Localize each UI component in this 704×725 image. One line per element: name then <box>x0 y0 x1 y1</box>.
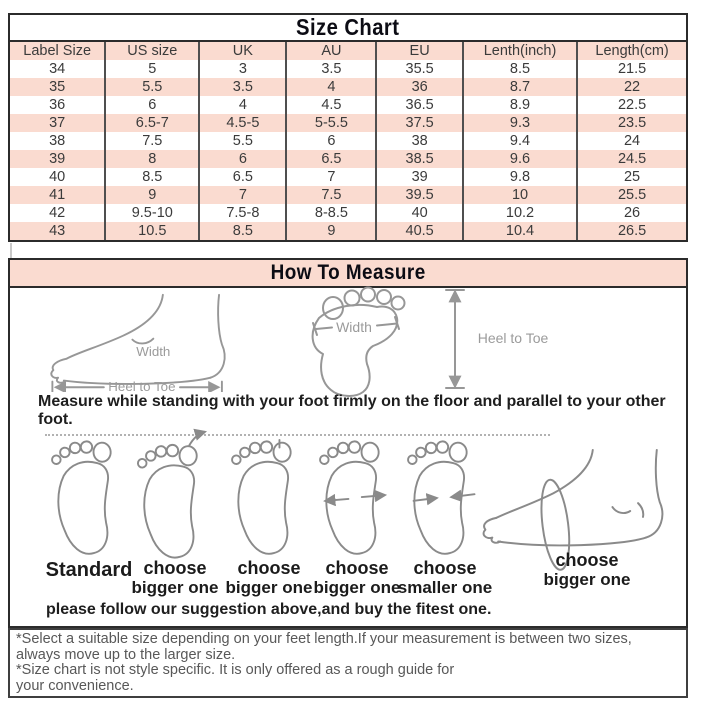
table-cell: 8.5 <box>199 222 286 240</box>
table-row <box>10 222 686 240</box>
table-cell: 38 <box>376 132 463 150</box>
figure-label-smaller <box>395 558 495 598</box>
table-cell: 8.9 <box>463 96 577 114</box>
table-cell: 5-5.5 <box>286 114 376 132</box>
table-cell: 26.5 <box>577 222 686 240</box>
table-cell: 7.5 <box>105 132 199 150</box>
top-width-label: Width <box>336 319 372 335</box>
table-cell: 3 <box>199 60 286 78</box>
figure-label-bigger-1 <box>125 558 225 598</box>
table-cell: 26 <box>577 204 686 222</box>
footnotes-section <box>8 628 688 698</box>
table-cell: 7.5 <box>286 186 376 204</box>
footnote-line: your convenience. <box>16 677 134 694</box>
table-cell: 43 <box>49 223 66 239</box>
size-chart-title <box>10 15 686 42</box>
table-cell: 6 <box>199 150 286 168</box>
table-cell: 41 <box>49 187 66 203</box>
side-heel-to-toe-label: Heel to Toe <box>108 379 176 392</box>
table-cell: 9 <box>286 222 376 240</box>
size-chart-table <box>10 42 686 240</box>
figure-label-standard <box>39 560 139 580</box>
table-cell: 8.5 <box>463 60 577 78</box>
table-cell: 24.5 <box>577 150 686 168</box>
column-header: AU <box>286 42 376 60</box>
figure-label-line2: smaller one <box>397 578 493 597</box>
footnote-line: *Select a suitable size depending on your feet length.If your measurement is between two sizes, <box>16 631 632 647</box>
table-cell: 22 <box>577 78 686 96</box>
table-cell: 6.5 <box>286 150 376 168</box>
footnote-line: *Size chart is not style specific. It is only offered as a rough guide for <box>16 662 455 678</box>
table-cell: 35 <box>49 79 66 95</box>
footnote-line: always move up to the larger size. <box>16 646 236 663</box>
table-cell: 38.5 <box>376 150 463 168</box>
table-cell: 39 <box>49 151 66 167</box>
footprint-long-toe <box>132 430 218 558</box>
table-cell: 5 <box>105 60 199 78</box>
column-header: Label Size <box>23 43 92 59</box>
column-header: Lenth(inch) <box>463 42 577 60</box>
top-heel-to-toe-label: Heel to Toe <box>477 330 549 346</box>
figure-label-line2: bigger one <box>225 578 313 597</box>
how-to-measure-title-text: How To Measure <box>270 261 426 284</box>
measure-instruction: Measure while standing with your foot firmly on the floor and parallel to your other foot. <box>38 393 666 428</box>
table-cell: 39.5 <box>376 186 463 204</box>
table-cell: 7 <box>199 186 286 204</box>
table-row <box>10 204 686 222</box>
table-cell: 40.5 <box>376 222 463 240</box>
figure-label-line1: choose <box>325 558 389 578</box>
table-cell: 7.5-8 <box>199 204 286 222</box>
side-width-label: Width <box>136 343 171 359</box>
table-cell: 25.5 <box>577 186 686 204</box>
table-row <box>10 114 686 132</box>
table-row <box>10 60 686 78</box>
table-cell: 23.5 <box>577 114 686 132</box>
table-cell: 36 <box>376 78 463 96</box>
figure-label-line2: bigger one <box>131 578 219 597</box>
table-cell: 40 <box>49 169 66 185</box>
table-row <box>10 78 686 96</box>
table-cell: 24 <box>577 132 686 150</box>
table-cell: 42 <box>49 205 66 221</box>
footprint-toe-at-line <box>226 438 312 558</box>
table-cell: 6.5 <box>199 168 286 186</box>
figure-label-line1: choose <box>237 558 301 578</box>
table-cell: 10.4 <box>463 222 577 240</box>
table-cell: 37.5 <box>376 114 463 132</box>
size-chart-section <box>8 13 688 242</box>
table-cell: 36 <box>49 97 66 113</box>
figure-label-line2: bigger one <box>543 570 631 589</box>
table-cell: 37 <box>49 115 66 131</box>
header-row <box>10 42 686 60</box>
table-cell: 6 <box>286 132 376 150</box>
table-cell: 8.7 <box>463 78 577 96</box>
table-cell: 5.5 <box>105 78 199 96</box>
table-cell: 5.5 <box>199 132 286 150</box>
footprint-standard <box>46 438 132 558</box>
table-cell: 10.5 <box>105 222 199 240</box>
figure-label-line1: choose <box>143 558 207 578</box>
table-cell: 22.5 <box>577 96 686 114</box>
table-cell: 34 <box>49 61 66 77</box>
column-header: Length(cm) <box>577 42 686 60</box>
table-cell: 8 <box>105 150 199 168</box>
top-footprint-measure-diagram <box>295 282 595 400</box>
figure-label-bigger-3 <box>307 558 407 598</box>
column-header: UK <box>199 42 286 60</box>
table-cell: 38 <box>49 133 66 149</box>
figure-label-bigger-4 <box>537 550 637 590</box>
table-cell: 8.5 <box>105 168 199 186</box>
size-chart-title-text: Size Chart <box>296 14 400 40</box>
table-cell: 39 <box>376 168 463 186</box>
table-cell: 10 <box>463 186 577 204</box>
table-cell: 6 <box>105 96 199 114</box>
follow-suggestion-note: please follow our suggestion above,and buy the fitest one. <box>46 601 492 618</box>
table-cell: 3.5 <box>199 78 286 96</box>
table-cell: 21.5 <box>577 60 686 78</box>
table-row <box>10 150 686 168</box>
how-to-measure-section <box>8 258 688 628</box>
table-cell: 9.8 <box>463 168 577 186</box>
table-row <box>10 132 686 150</box>
table-row <box>10 168 686 186</box>
table-cell: 9.4 <box>463 132 577 150</box>
figure-label-line1: choose <box>555 550 619 570</box>
side-foot-measure-diagram <box>35 292 285 392</box>
table-cell: 7 <box>286 168 376 186</box>
table-cell: 6.5-7 <box>105 114 199 132</box>
figure-label-line2: bigger one <box>313 578 401 597</box>
table-row <box>10 96 686 114</box>
section-connector-line <box>10 243 12 258</box>
table-cell: 4.5-5 <box>199 114 286 132</box>
footprint-wide <box>314 438 400 558</box>
table-cell: 25 <box>577 168 686 186</box>
table-cell: 10.2 <box>463 204 577 222</box>
table-cell: 9.3 <box>463 114 577 132</box>
table-cell: 4.5 <box>286 96 376 114</box>
figure-label-line1: choose <box>413 558 477 578</box>
table-cell: 9 <box>105 186 199 204</box>
column-header: US size <box>105 42 199 60</box>
figure-label-line1: Standard <box>45 559 133 581</box>
table-cell: 4 <box>199 96 286 114</box>
table-cell: 8-8.5 <box>286 204 376 222</box>
table-cell: 35.5 <box>376 60 463 78</box>
table-cell: 40 <box>376 204 463 222</box>
table-row <box>10 186 686 204</box>
table-cell: 36.5 <box>376 96 463 114</box>
column-header: EU <box>376 42 463 60</box>
table-cell: 3.5 <box>286 60 376 78</box>
figure-label-bigger-2 <box>219 558 319 598</box>
table-cell: 9.6 <box>463 150 577 168</box>
table-cell: 9.5-10 <box>105 204 199 222</box>
toe-alignment-dotted-line <box>45 434 550 436</box>
table-cell: 4 <box>286 78 376 96</box>
